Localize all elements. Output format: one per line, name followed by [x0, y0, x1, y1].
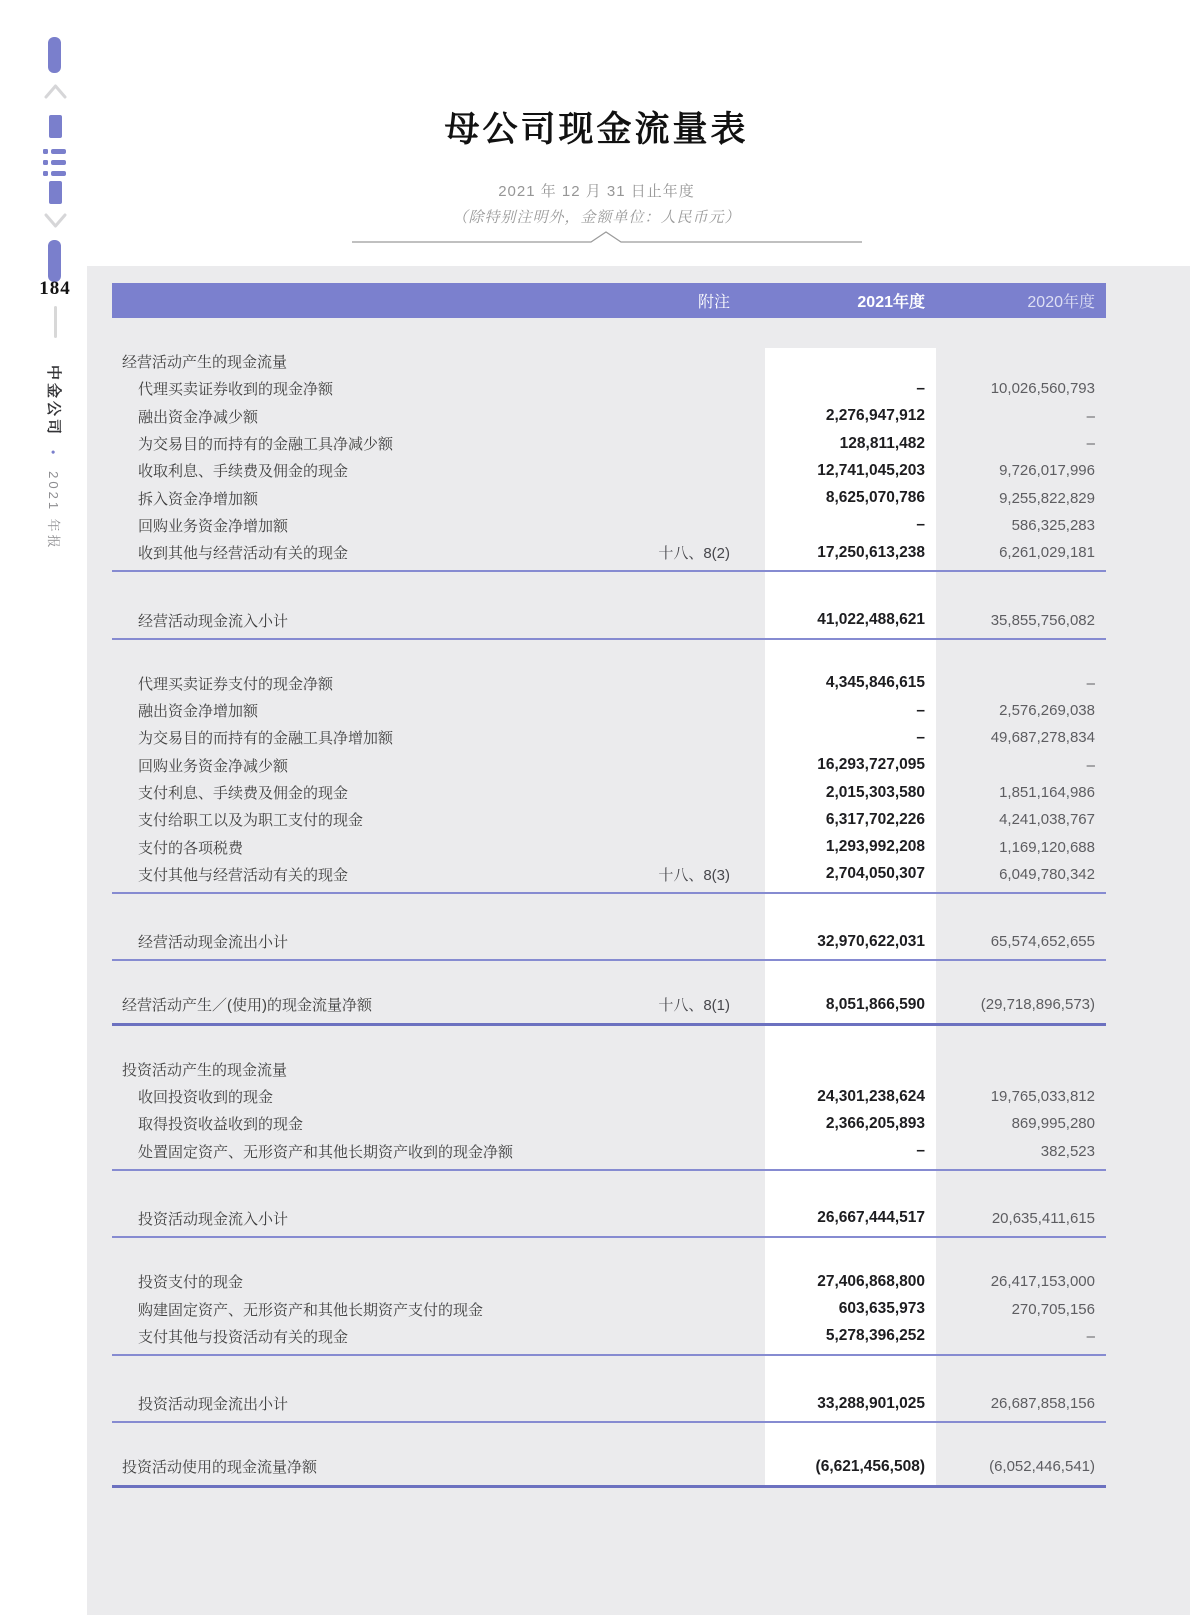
- page-title: 母公司现金流量表: [444, 110, 749, 149]
- value-2020: –: [1086, 756, 1095, 774]
- row-label: 支付给职工以及为职工支付的现金: [138, 812, 364, 830]
- row-label: 投资支付的现金: [138, 1274, 244, 1292]
- statement-panel: [87, 266, 1190, 1615]
- total-rule: [112, 1485, 1106, 1488]
- subtotal-rule: [112, 1354, 1106, 1356]
- table-row: [112, 991, 1106, 1018]
- value-2021: 2,276,947,912: [825, 407, 925, 425]
- value-2020: 4,241,038,767: [999, 811, 1095, 829]
- page-number-divider: [54, 306, 57, 338]
- table-row: [112, 1390, 1106, 1417]
- row-note: 十八、8(1): [658, 997, 730, 1015]
- subtotal-rule: [112, 892, 1106, 894]
- value-2020: 35,855,756,082: [990, 611, 1095, 629]
- value-2021: –: [916, 1142, 925, 1160]
- table-row: [112, 928, 1106, 955]
- table-header: [112, 283, 1106, 318]
- value-2021: 24,301,238,624: [817, 1087, 925, 1105]
- value-2021: 17,250,613,238: [817, 543, 925, 561]
- row-label: 融出资金净增加额: [138, 703, 259, 721]
- row-label: 经营活动现金流入小计: [138, 612, 289, 630]
- value-2020: –: [1086, 435, 1095, 453]
- value-2021: 2,366,205,893: [825, 1114, 925, 1132]
- row-label: 支付利息、手续费及佣金的现金: [138, 785, 349, 802]
- value-2021: 27,406,868,800: [817, 1272, 925, 1290]
- value-2021: 1,293,992,208: [825, 838, 925, 856]
- value-2021: 5,278,396,252: [825, 1327, 925, 1345]
- value-2020: 270,705,156: [1011, 1300, 1095, 1318]
- subtotal-rule: [112, 959, 1106, 961]
- value-2021: 41,022,488,621: [817, 611, 925, 629]
- table-row: [112, 348, 1106, 375]
- row-label: 支付其他与投资活动有关的现金: [138, 1328, 349, 1346]
- row-label: 收到其他与经营活动有关的现金: [138, 545, 349, 563]
- table-row: [112, 779, 1106, 806]
- scrollbar-handle-icon[interactable]: [48, 37, 61, 73]
- value-2020: 26,417,153,000: [990, 1273, 1095, 1291]
- table-row: [112, 1083, 1106, 1110]
- value-2020: 6,261,029,181: [999, 544, 1095, 562]
- row-note: 十八、8(2): [658, 545, 730, 563]
- value-2020: 19,765,033,812: [990, 1088, 1095, 1106]
- document-header: [87, 0, 1106, 227]
- value-2021: 16,293,727,095: [817, 756, 925, 774]
- table-row: [112, 375, 1106, 402]
- table-row: [112, 1056, 1106, 1083]
- value-2020: 1,169,120,688: [999, 838, 1095, 856]
- subtotal-rule: [112, 570, 1106, 572]
- row-label: 融出资金净减少额: [138, 408, 259, 426]
- value-2020: –: [1086, 674, 1095, 692]
- table-row: [112, 752, 1106, 779]
- subtotal-rule: [112, 638, 1106, 640]
- total-rule: [112, 1023, 1106, 1026]
- value-2020: 382,523: [1040, 1142, 1095, 1160]
- value-2020: 6,049,780,342: [999, 865, 1095, 883]
- table-row: [112, 606, 1106, 633]
- value-2020: 2,576,269,038: [999, 702, 1095, 720]
- value-2021: 26,667,444,517: [817, 1209, 925, 1227]
- value-2021: 8,625,070,786: [825, 489, 925, 507]
- row-note: 十八、8(3): [658, 866, 730, 884]
- column-header-note: 附注: [697, 294, 730, 311]
- value-2020: (29,718,896,573): [980, 996, 1095, 1014]
- table-row: [112, 484, 1106, 511]
- period-subtitle: 2021 年 12 月 31 日止年度: [498, 183, 695, 200]
- value-2021: 6,317,702,226: [825, 810, 925, 828]
- row-label: 经营活动产生的现金流量: [122, 354, 288, 372]
- column-header-2020: 2020年度: [1027, 294, 1095, 311]
- table-row: [112, 430, 1106, 457]
- value-2021: 603,635,973: [838, 1300, 925, 1318]
- header-divider: [352, 231, 862, 245]
- subtotal-rule: [112, 1169, 1106, 1171]
- chevron-down-icon[interactable]: [43, 212, 68, 230]
- row-label: 投资活动现金流出小计: [138, 1396, 289, 1414]
- table-row: [112, 833, 1106, 860]
- row-label: 支付的各项税费: [138, 839, 244, 857]
- company-name: 中金公司: [45, 365, 62, 438]
- row-label: 拆入资金净增加额: [138, 490, 259, 508]
- table-row: [112, 1295, 1106, 1322]
- column-header-2021: 2021年度: [857, 294, 925, 311]
- row-label: 处置固定资产、无形资产和其他长期资产收到的现金净额: [138, 1143, 514, 1161]
- table-row: [112, 670, 1106, 697]
- page-block-icon[interactable]: [49, 115, 62, 138]
- value-2020: (6,052,446,541): [989, 1458, 1095, 1476]
- row-label: 购建固定资产、无形资产和其他长期资产支付的现金: [138, 1301, 484, 1319]
- value-2021: 2,704,050,307: [825, 865, 925, 883]
- value-2020: 9,726,017,996: [999, 462, 1095, 480]
- row-label: 代理买卖证券支付的现金净额: [138, 675, 334, 693]
- value-2020: –: [1086, 407, 1095, 425]
- value-2020: 9,255,822,829: [999, 489, 1095, 507]
- value-2020: 869,995,280: [1011, 1115, 1095, 1133]
- table-row: [112, 539, 1106, 566]
- unit-note-subtitle: （除特别注明外，金额单位：人民币元）: [452, 209, 741, 226]
- value-2020: 65,574,652,655: [990, 933, 1095, 951]
- table-row: [112, 1138, 1106, 1165]
- page-number: 184: [39, 278, 71, 299]
- table-row: [112, 512, 1106, 539]
- value-2021: –: [916, 701, 925, 719]
- table-row: [112, 1268, 1106, 1295]
- value-2021: –: [916, 379, 925, 397]
- value-2020: 20,635,411,615: [991, 1209, 1095, 1227]
- value-2020: 586,325,283: [1011, 516, 1095, 534]
- table-row: [112, 403, 1106, 430]
- list-icon[interactable]: [42, 148, 67, 178]
- table-row: [112, 724, 1106, 751]
- value-2020: –: [1086, 1327, 1095, 1345]
- value-2021: 4,345,846,615: [825, 674, 925, 692]
- table-row: [112, 1453, 1106, 1480]
- row-label: 投资活动现金流入小计: [138, 1210, 289, 1228]
- value-2020: 10,026,560,793: [990, 380, 1095, 398]
- row-label: 经营活动产生／(使用)的现金流量净额: [122, 997, 372, 1015]
- table-row: [112, 697, 1106, 724]
- row-label: 支付其他与经营活动有关的现金: [138, 866, 349, 884]
- row-label: 为交易目的而持有的金融工具净增加额: [138, 730, 394, 748]
- value-2021: 2,015,303,580: [825, 783, 925, 801]
- table-row: [112, 1205, 1106, 1232]
- row-label: 收取利息、手续费及佣金的现金: [138, 463, 349, 481]
- table-row: [112, 806, 1106, 833]
- value-2021: –: [916, 728, 925, 746]
- row-label: 为交易目的而持有的金融工具净减少额: [138, 436, 394, 454]
- spine-separator-dot: •: [46, 450, 60, 458]
- value-2020: 26,687,858,156: [990, 1395, 1095, 1413]
- value-2021: 32,970,622,031: [817, 932, 925, 950]
- row-label: 取得投资收益收到的现金: [138, 1116, 304, 1134]
- table-row: [112, 1110, 1106, 1137]
- value-2020: 1,851,164,986: [999, 784, 1095, 801]
- row-label: 回购业务资金净增加额: [138, 517, 289, 535]
- subtotal-rule: [112, 1236, 1106, 1238]
- row-label: 经营活动现金流出小计: [138, 934, 289, 952]
- row-label: 代理买卖证券收到的现金净额: [138, 381, 334, 399]
- table-row: [112, 457, 1106, 484]
- row-label: 投资活动产生的现金流量: [122, 1061, 288, 1079]
- value-2021: 8,051,866,590: [825, 995, 925, 1013]
- row-label: 回购业务资金净减少额: [138, 757, 289, 775]
- value-2021: 33,288,901,025: [817, 1394, 925, 1412]
- value-2021: 128,811,482: [839, 434, 925, 452]
- value-2021: –: [916, 516, 925, 534]
- table-row: [112, 861, 1106, 888]
- row-label: 投资活动使用的现金流量净额: [122, 1459, 318, 1477]
- cashflow-table: [112, 266, 1106, 1488]
- report-edition: 2021 年报: [46, 471, 61, 551]
- value-2021: (6,621,456,508): [815, 1457, 925, 1475]
- table-row: [112, 1323, 1106, 1350]
- subtotal-rule: [112, 1421, 1106, 1423]
- page-block-icon[interactable]: [49, 181, 62, 204]
- table-body: [112, 348, 1106, 1488]
- value-2020: 49,687,278,834: [990, 729, 1095, 747]
- spine-text: [44, 365, 65, 725]
- chevron-up-icon[interactable]: [43, 82, 68, 100]
- value-2021: 12,741,045,203: [817, 461, 925, 479]
- row-label: 收回投资收到的现金: [138, 1089, 274, 1107]
- scrollbar-handle-icon[interactable]: [48, 240, 61, 282]
